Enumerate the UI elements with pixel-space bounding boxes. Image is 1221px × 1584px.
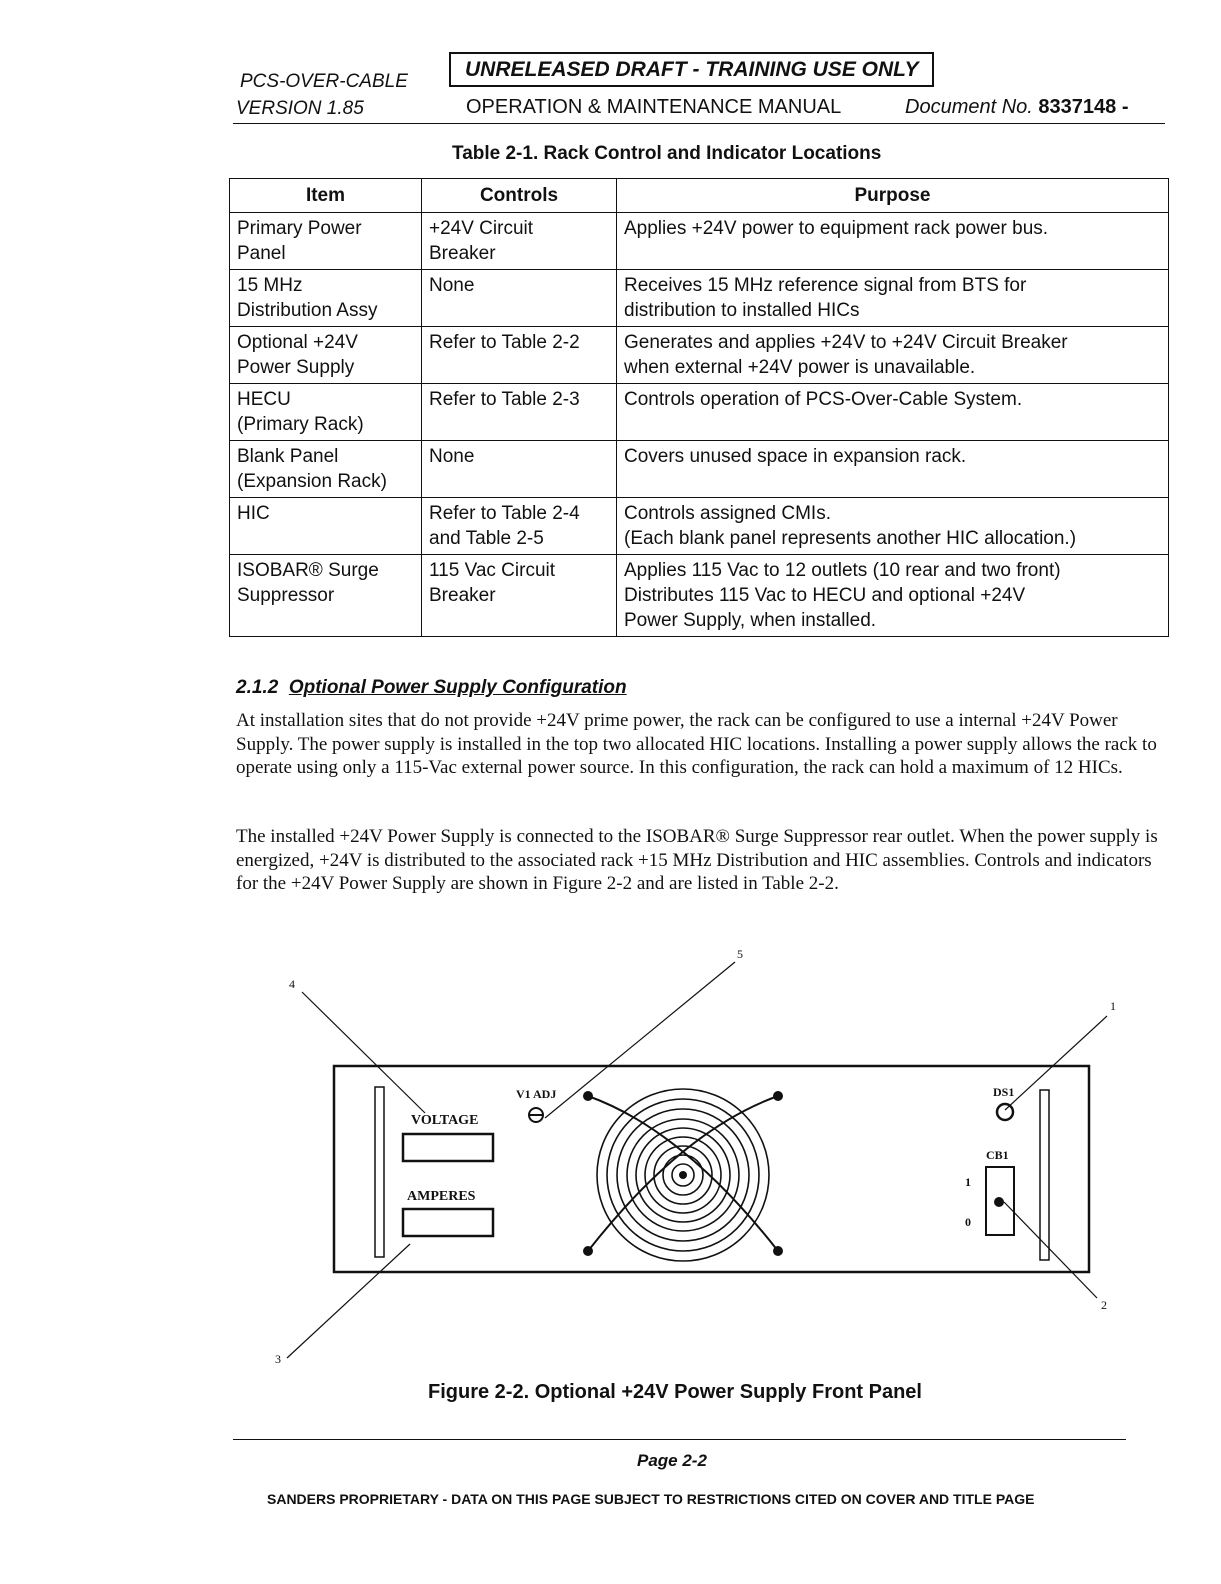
cell-line: Refer to Table 2-3: [429, 389, 580, 410]
cell-line: distribution to installed HICs: [624, 300, 860, 321]
cell-line: Breaker: [429, 585, 496, 606]
table-caption: Table 2-1. Rack Control and Indicator Locations: [452, 143, 882, 164]
cell-line: Panel: [237, 243, 286, 264]
cell-line: when external +24V power is unavailable.: [624, 357, 976, 378]
cell-line: Blank Panel: [237, 446, 339, 467]
draft-banner: UNRELEASED DRAFT - TRAINING USE ONLY: [449, 52, 934, 87]
cell-line: Covers unused space in expansion rack.: [624, 446, 967, 467]
cell-line: Distributes 115 Vac to HECU and optional +24V: [624, 585, 1026, 606]
manual-title: OPERATION & MAINTENANCE MANUAL: [466, 96, 842, 118]
page-number: Page 2-2: [637, 1451, 707, 1470]
cell-line: Refer to Table 2-2: [429, 332, 580, 353]
callout-2: 2: [1101, 1298, 1107, 1312]
v1-adj-potentiometer: [529, 1108, 543, 1122]
amperes-meter: [403, 1209, 493, 1236]
header-purpose: Purpose: [617, 179, 1169, 213]
amperes-label: AMPERES: [407, 1189, 476, 1204]
section-paragraph-2: The installed +24V Power Supply is connected to the ISOBAR® Surge Suppressor rear outlet. When the power supply is energized, +24V is distributed to the associated rack +15 MHz Distribution and HIC assemblies. Controls and indicators for the +24V Power Supply are shown in Figure 2-2 and are listed in Table 2-2.: [236, 826, 1158, 894]
v1-adj-label: V1 ADJ: [516, 1087, 557, 1101]
callout-3-leader: [287, 1244, 410, 1358]
cell-line: Power Supply: [237, 357, 355, 378]
cell-line: None: [429, 275, 475, 296]
cell-line: (Primary Rack): [237, 414, 364, 435]
callout-1: 1: [1110, 999, 1116, 1013]
left-handle: [375, 1087, 384, 1257]
callout-4-leader: [302, 992, 425, 1113]
cell-line: Power Supply, when installed.: [624, 610, 877, 631]
fan-screw: [773, 1246, 783, 1256]
cell-line: +24V Circuit: [429, 218, 534, 239]
cell-line: Suppressor: [237, 585, 335, 606]
ds1-label: DS1: [993, 1085, 1015, 1099]
fan-screw: [583, 1246, 593, 1256]
cb1-on-label: 1: [965, 1175, 971, 1189]
callout-4: 4: [289, 977, 295, 991]
fan-hub: [679, 1171, 687, 1179]
document-number-label: Document No.: [905, 96, 1033, 118]
cell-line: Applies 115 Vac to 12 outlets (10 rear and two front): [624, 560, 1061, 581]
proprietary-notice: SANDERS PROPRIETARY - DATA ON THIS PAGE SUBJECT TO RESTRICTIONS CITED ON COVER AND TITLE PAGE: [267, 1491, 1035, 1507]
cell-line: HECU: [237, 389, 291, 410]
cell-line: Controls assigned CMIs.: [624, 503, 831, 524]
document-number-value: 8337148 -: [1038, 96, 1129, 118]
cell-line: Generates and applies +24V to +24V Circuit Breaker: [624, 332, 1068, 353]
fan-screw: [773, 1091, 783, 1101]
section-title: Optional Power Supply Configuration: [288, 677, 627, 698]
footer-rule: [233, 1439, 1126, 1440]
cell-line: (Each blank panel represents another HIC allocation.): [624, 528, 1077, 549]
voltage-label: VOLTAGE: [411, 1113, 479, 1128]
right-handle: [1040, 1090, 1049, 1260]
cell-line: Breaker: [429, 243, 496, 264]
callout-5: 5: [737, 947, 743, 961]
cb1-off-label: 0: [965, 1215, 971, 1229]
callout-5-leader: [545, 962, 735, 1118]
cell-line: HIC: [237, 503, 270, 524]
product-name: PCS-OVER-CABLE: [240, 71, 408, 92]
ds1-indicator: [997, 1104, 1013, 1120]
cell-line: Applies +24V power to equipment rack power bus.: [624, 218, 1049, 239]
cell-line: (Expansion Rack): [237, 471, 387, 492]
cb1-label: CB1: [986, 1148, 1009, 1162]
cell-line: and Table 2-5: [429, 528, 544, 549]
callout-2-leader: [1004, 1202, 1097, 1298]
cell-line: Refer to Table 2-4: [429, 503, 580, 524]
callout-3: 3: [275, 1352, 281, 1366]
header-controls: Controls: [422, 179, 617, 213]
cell-line: None: [429, 446, 475, 467]
figure-caption: Figure 2-2. Optional +24V Power Supply Front Panel: [428, 1381, 922, 1403]
cell-line: Receives 15 MHz reference signal from BTS for: [624, 275, 1027, 296]
cell-line: Controls operation of PCS-Over-Cable System.: [624, 389, 1023, 410]
header-item: Item: [230, 179, 422, 213]
cell-line: 15 MHz: [237, 275, 303, 296]
cell-line: ISOBAR® Surge: [237, 560, 379, 581]
cell-line: 115 Vac Circuit: [429, 560, 556, 581]
voltage-meter: [403, 1134, 493, 1161]
callout-1-leader: [1005, 1016, 1107, 1110]
section-paragraph-1: At installation sites that do not provide +24V prime power, the rack can be configured to use a internal +24V Power Supply. The power supply is installed in the top two allocated HIC locations. Installing a power supply allows the rack to operate using only a 115-Vac external power source. In this configuration, the rack can hold a maximum of 12 HICs.: [236, 710, 1157, 778]
cell-line: Distribution Assy: [237, 300, 378, 321]
version-label: VERSION 1.85: [236, 98, 364, 119]
section-number: 2.1.2: [236, 677, 279, 698]
cb1-toggle: [994, 1197, 1004, 1207]
fan-screw: [583, 1091, 593, 1101]
cell-line: Optional +24V: [237, 332, 358, 353]
cell-line: Primary Power: [237, 218, 362, 239]
